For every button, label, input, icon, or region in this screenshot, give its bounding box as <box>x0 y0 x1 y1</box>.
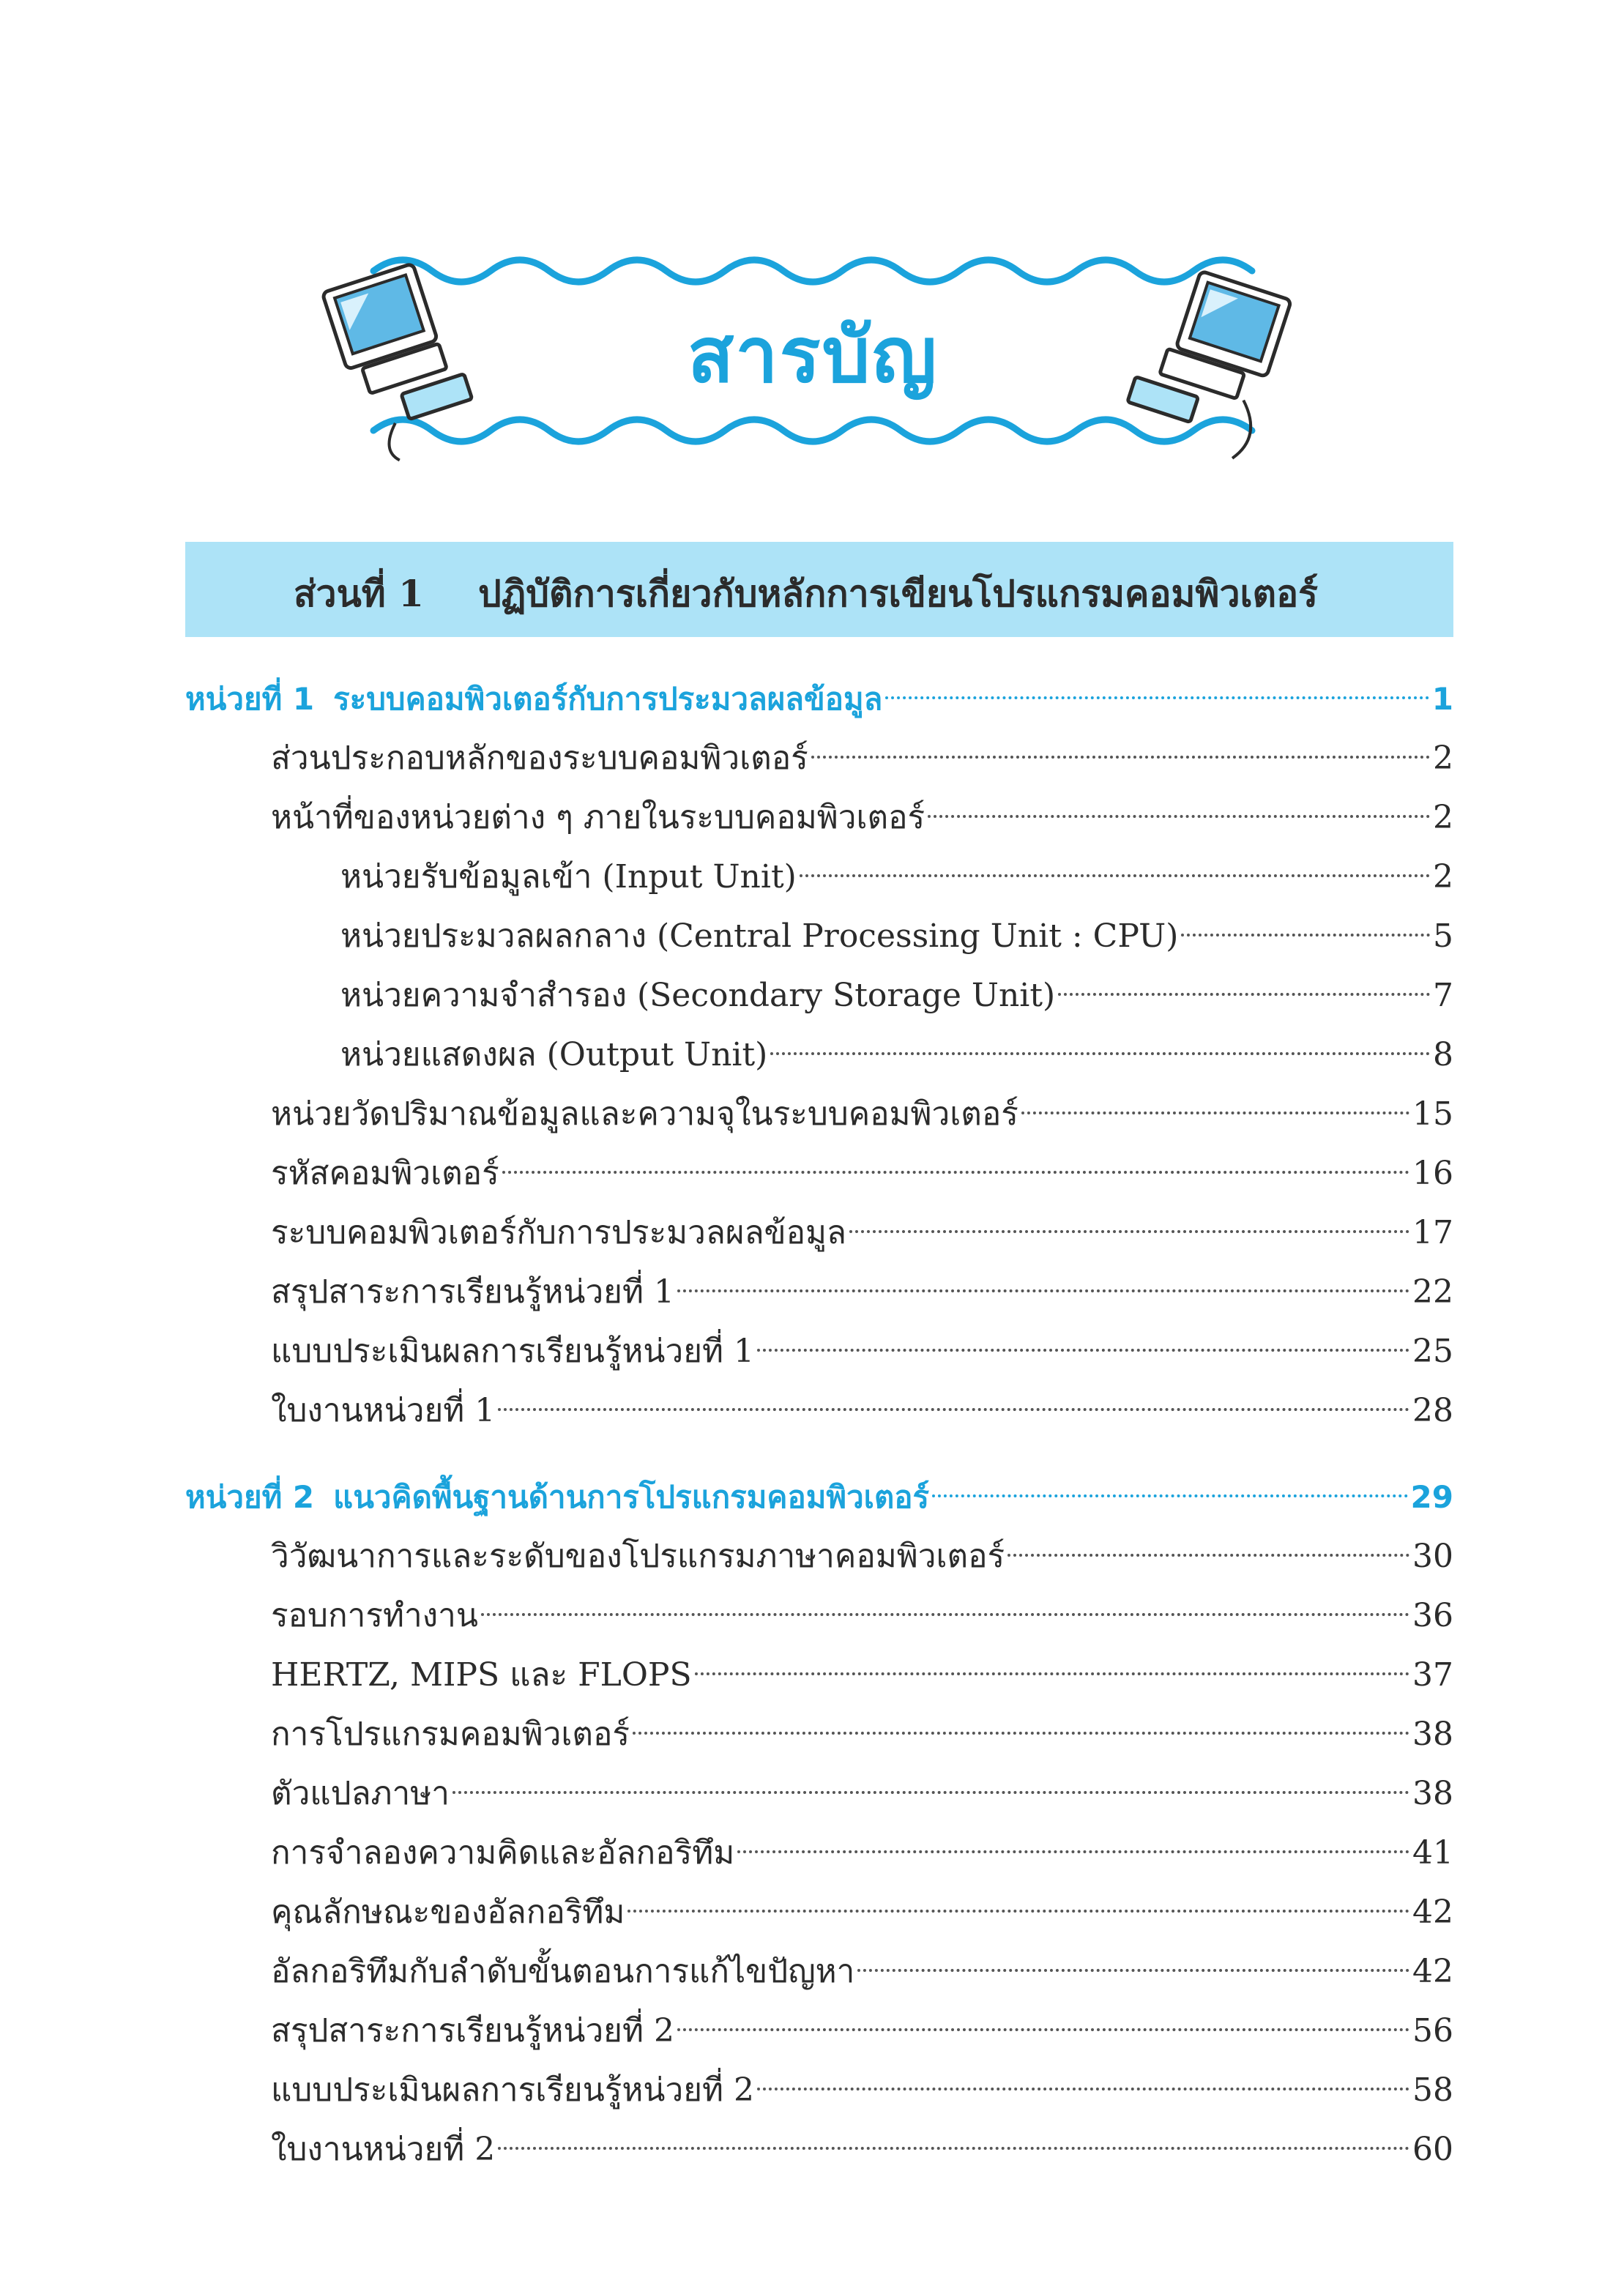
toc-entry[interactable] <box>271 2054 1453 2109</box>
unit-title: แนวคิดพื้นฐานด้านการโปรแกรมคอมพิวเตอร์ <box>333 1479 930 1515</box>
toc-entry[interactable] <box>271 1374 1453 1429</box>
toc-entry[interactable] <box>271 1078 1453 1133</box>
dot-leader <box>737 1806 1409 1853</box>
page-number: 16 <box>1412 1155 1453 1192</box>
toc-entry[interactable] <box>271 1935 1453 1990</box>
page-number: 37 <box>1412 1656 1453 1694</box>
toc-entry[interactable] <box>340 959 1453 1014</box>
toc-entry[interactable] <box>271 1579 1453 1634</box>
dot-leader <box>1007 1510 1409 1557</box>
toc-entry[interactable] <box>271 1315 1453 1370</box>
toc-entry[interactable] <box>271 1256 1453 1311</box>
page-number: 2 <box>1433 740 1453 777</box>
page-number: 15 <box>1412 1095 1453 1133</box>
toc-entry[interactable] <box>271 1757 1453 1812</box>
page-number: 56 <box>1412 2012 1453 2049</box>
entry-label: ใบงานหน่วยที่ 1 <box>271 1392 496 1429</box>
entry-label: หน่วยแสดงผล (Output Unit) <box>340 1036 768 1073</box>
dot-leader <box>502 1127 1409 1174</box>
page-title: สารบัญ <box>687 310 939 400</box>
toc-entry[interactable] <box>271 1137 1453 1192</box>
page-number: 42 <box>1412 1953 1453 1990</box>
page-number: 2 <box>1433 858 1453 896</box>
dot-leader <box>857 1925 1409 1972</box>
dot-leader <box>481 1569 1409 1616</box>
toc-entry[interactable] <box>340 1019 1453 1073</box>
entry-label: วิวัฒนาการและระดับของโปรแกรมภาษาคอมพิวเตอร์ <box>271 1538 1005 1575</box>
entry-label: หน้าที่ของหน่วยต่าง ๆ ภายในระบบคอมพิวเตอร์ <box>271 799 925 836</box>
page-number: 5 <box>1433 917 1453 955</box>
dot-leader <box>677 1984 1409 2031</box>
entry-label: สรุปสาระการเรียนรู้หน่วยที่ 2 <box>271 2012 674 2049</box>
entry-label: ตัวแปลภาษา <box>271 1775 450 1812</box>
dot-leader <box>1181 890 1430 937</box>
toc-entry[interactable] <box>340 900 1453 955</box>
dot-leader <box>633 1688 1409 1735</box>
dot-leader <box>811 712 1430 759</box>
page-number: 7 <box>1433 977 1453 1014</box>
page-number: 38 <box>1412 1716 1453 1753</box>
page-number: 17 <box>1412 1214 1453 1251</box>
toc-entry[interactable] <box>271 1520 1453 1575</box>
toc-entry[interactable] <box>271 1817 1453 1872</box>
page-number: 8 <box>1433 1036 1453 1073</box>
entry-label: ระบบคอมพิวเตอร์กับการประมวลผลข้อมูล <box>271 1214 847 1251</box>
page-number: 30 <box>1412 1538 1453 1575</box>
entry-label: แบบประเมินผลการเรียนรู้หน่วยที่ 2 <box>271 2071 754 2109</box>
entry-label: หน่วยความจำสำรอง (Secondary Storage Unit) <box>340 977 1056 1014</box>
entry-label: ส่วนประกอบหลักของระบบคอมพิวเตอร์ <box>271 740 808 777</box>
dot-leader <box>932 1451 1407 1497</box>
toc-unit-heading[interactable] <box>185 1461 1453 1515</box>
dot-leader <box>498 1364 1409 1411</box>
toc-entry[interactable] <box>271 1196 1453 1251</box>
entry-label: หน่วยประมวลผลกลาง (Central Processing Unit : CPU) <box>340 917 1179 955</box>
dot-leader <box>627 1866 1409 1913</box>
toc-entry[interactable] <box>271 1698 1453 1753</box>
toc-unit-heading[interactable] <box>185 663 1453 717</box>
dot-leader <box>885 652 1429 699</box>
toc-entry[interactable] <box>271 2113 1453 2168</box>
dot-leader <box>695 1628 1409 1675</box>
dot-leader <box>452 1747 1409 1794</box>
entry-label: การโปรแกรมคอมพิวเตอร์ <box>271 1716 630 1753</box>
part-header-band <box>185 542 1453 637</box>
entry-label: รอบการทำงาน <box>271 1597 478 1634</box>
entry-label: สรุปสาระการเรียนรู้หน่วยที่ 1 <box>271 1273 674 1311</box>
dot-leader <box>757 2044 1409 2090</box>
entry-label: อัลกอริทึมกับลำดับขั้นตอนการแก้ไขปัญหา <box>271 1953 855 1990</box>
page-number: 29 <box>1410 1479 1453 1515</box>
entry-label: แบบประเมินผลการเรียนรู้หน่วยที่ 1 <box>271 1333 754 1370</box>
page-number: 22 <box>1412 1273 1453 1311</box>
unit-number: หน่วยที่ 1 <box>185 681 315 717</box>
title-banner <box>308 242 1318 476</box>
toc-entry[interactable] <box>340 841 1453 896</box>
entry-label: หน่วยรับข้อมูลเข้า (Input Unit) <box>340 858 797 896</box>
toc-entry[interactable] <box>271 781 1453 836</box>
dot-leader <box>1058 949 1430 996</box>
page-number: 2 <box>1433 799 1453 836</box>
entry-label: หน่วยวัดปริมาณข้อมูลและความจุในระบบคอมพิวเตอร์ <box>271 1095 1018 1133</box>
dot-leader <box>849 1186 1409 1233</box>
dot-leader <box>498 2103 1409 2150</box>
page-number: 42 <box>1412 1894 1453 1931</box>
entry-label: การจำลองความคิดและอัลกอริทึม <box>271 1834 735 1872</box>
page-number: 28 <box>1412 1392 1453 1429</box>
unit-number: หน่วยที่ 2 <box>185 1479 315 1515</box>
dot-leader <box>800 830 1430 877</box>
dot-leader <box>770 1008 1430 1055</box>
part-number: ส่วนที่ 1 <box>294 572 424 615</box>
entry-label: HERTZ, MIPS และ FLOPS <box>271 1656 692 1694</box>
toc-entry[interactable] <box>271 1639 1453 1694</box>
dot-leader <box>928 771 1430 818</box>
entry-label: รหัสคอมพิวเตอร์ <box>271 1155 499 1192</box>
page-number: 38 <box>1412 1775 1453 1812</box>
toc-entry[interactable] <box>271 1876 1453 1931</box>
dot-leader <box>677 1246 1409 1292</box>
page-number: 60 <box>1412 2131 1453 2168</box>
entry-label: ใบงานหน่วยที่ 2 <box>271 2131 496 2168</box>
page-number: 25 <box>1412 1333 1453 1370</box>
page-number: 1 <box>1431 681 1453 717</box>
dot-leader <box>757 1305 1409 1352</box>
page-number: 41 <box>1412 1834 1453 1872</box>
toc-entry[interactable] <box>271 1995 1453 2049</box>
page-number: 58 <box>1412 2071 1453 2109</box>
page-number: 36 <box>1412 1597 1453 1634</box>
part-title: ปฏิบัติการเกี่ยวกับหลักการเขียนโปรแกรมคอมพิวเตอร์ <box>478 572 1318 615</box>
entry-label: คุณลักษณะของอัลกอริทึม <box>271 1894 625 1931</box>
dot-leader <box>1021 1068 1409 1114</box>
toc-entry[interactable] <box>271 722 1453 777</box>
unit-title: ระบบคอมพิวเตอร์กับการประมวลผลข้อมูล <box>333 681 883 717</box>
